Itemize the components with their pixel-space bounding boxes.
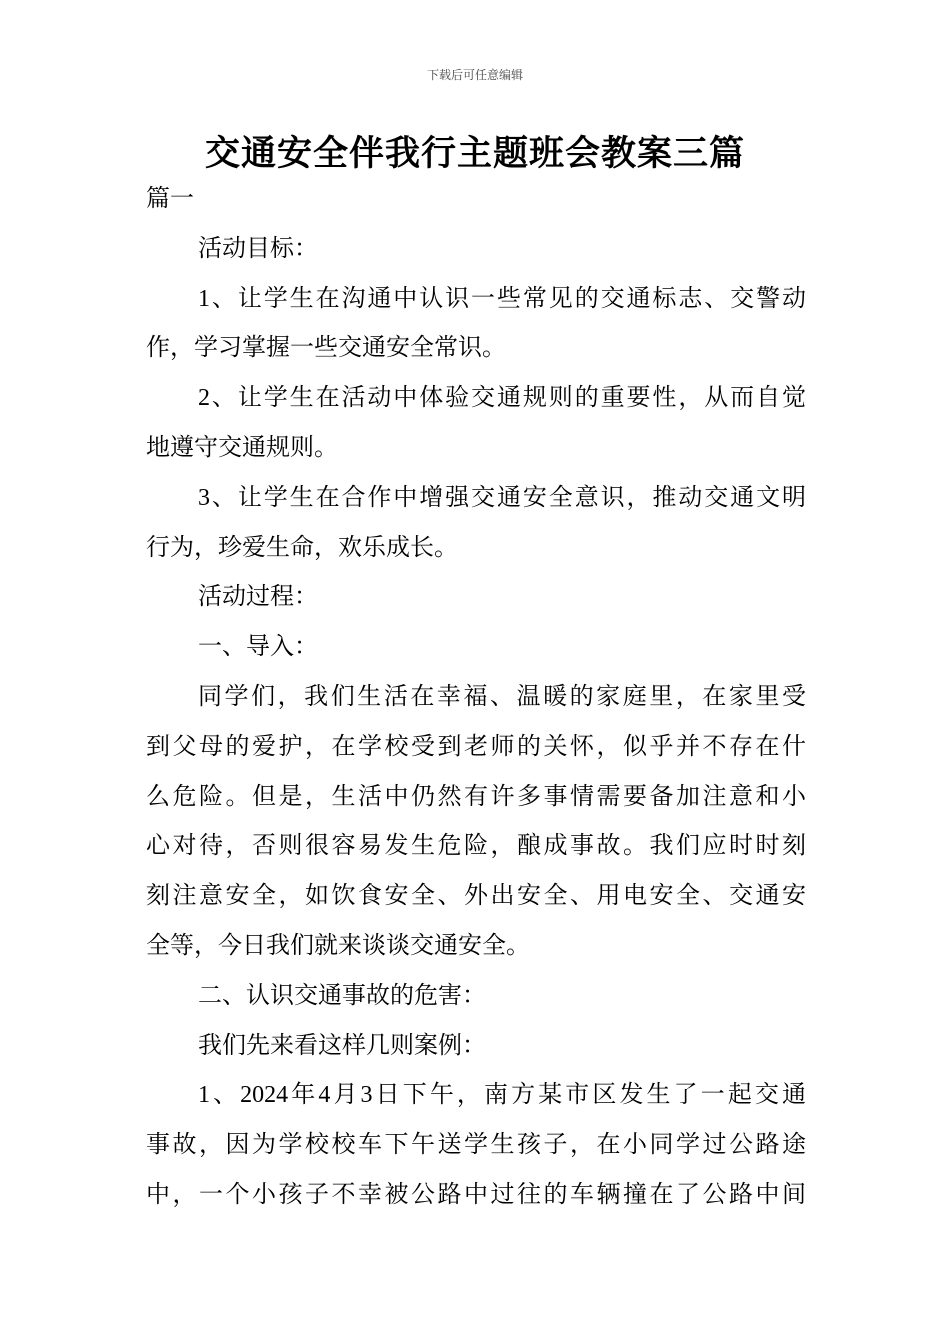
text-line: 二、认识交通事故的危害： — [198, 982, 486, 1009]
text-line: 活动目标： — [198, 235, 318, 262]
page-header: 下载后可任意编辑 — [426, 68, 523, 82]
text-line: 一、导入： — [198, 634, 318, 661]
text-line: 么危险。但是，生活中仍然有许多事情需要备加注意和小 — [146, 783, 806, 810]
text-line: 行为，珍爱生命，欢乐成长。 — [146, 534, 458, 561]
text-line: 1、让学生在沟通中认识一些常见的交通标志、交警动 — [198, 285, 806, 312]
text-line: 我们先来看这样几则案例： — [198, 1032, 486, 1059]
document-body — [146, 175, 806, 1221]
text-line: 2、让学生在活动中体验交通规则的重要性，从而自觉 — [198, 385, 806, 412]
text-line: 1、2024年4月3日下午，南方某市区发生了一起交通 — [198, 1082, 806, 1109]
text-line: 活动过程： — [198, 584, 318, 611]
text-line: 中，一个小孩子不幸被公路中过往的车辆撞在了公路中间 — [146, 1181, 806, 1208]
text-line: 全等，今日我们就来谈谈交通安全。 — [146, 932, 530, 959]
text-line: 地遵守交通规则。 — [146, 434, 338, 461]
text-line: 刻注意安全，如饮食安全、外出安全、用电安全、交通安 — [146, 883, 806, 910]
text-line: 同学们，我们生活在幸福、温暖的家庭里，在家里受 — [198, 683, 806, 710]
text-line: 到父母的爱护，在学校受到老师的关怀，似乎并不存在什 — [146, 733, 806, 760]
text-line: 作，学习掌握一些交通安全常识。 — [146, 335, 506, 362]
text-line: 3、让学生在合作中增强交通安全意识，推动交通文明 — [198, 484, 806, 511]
text-line: 心对待，否则很容易发生危险，酿成事故。我们应时时刻 — [146, 833, 806, 860]
document-title: 交通安全伴我行主题班会教案三篇 — [204, 134, 745, 174]
text-line: 事故，因为学校校车下午送学生孩子，在小同学过公路途 — [146, 1132, 806, 1159]
text-line: 篇一 — [146, 186, 194, 212]
